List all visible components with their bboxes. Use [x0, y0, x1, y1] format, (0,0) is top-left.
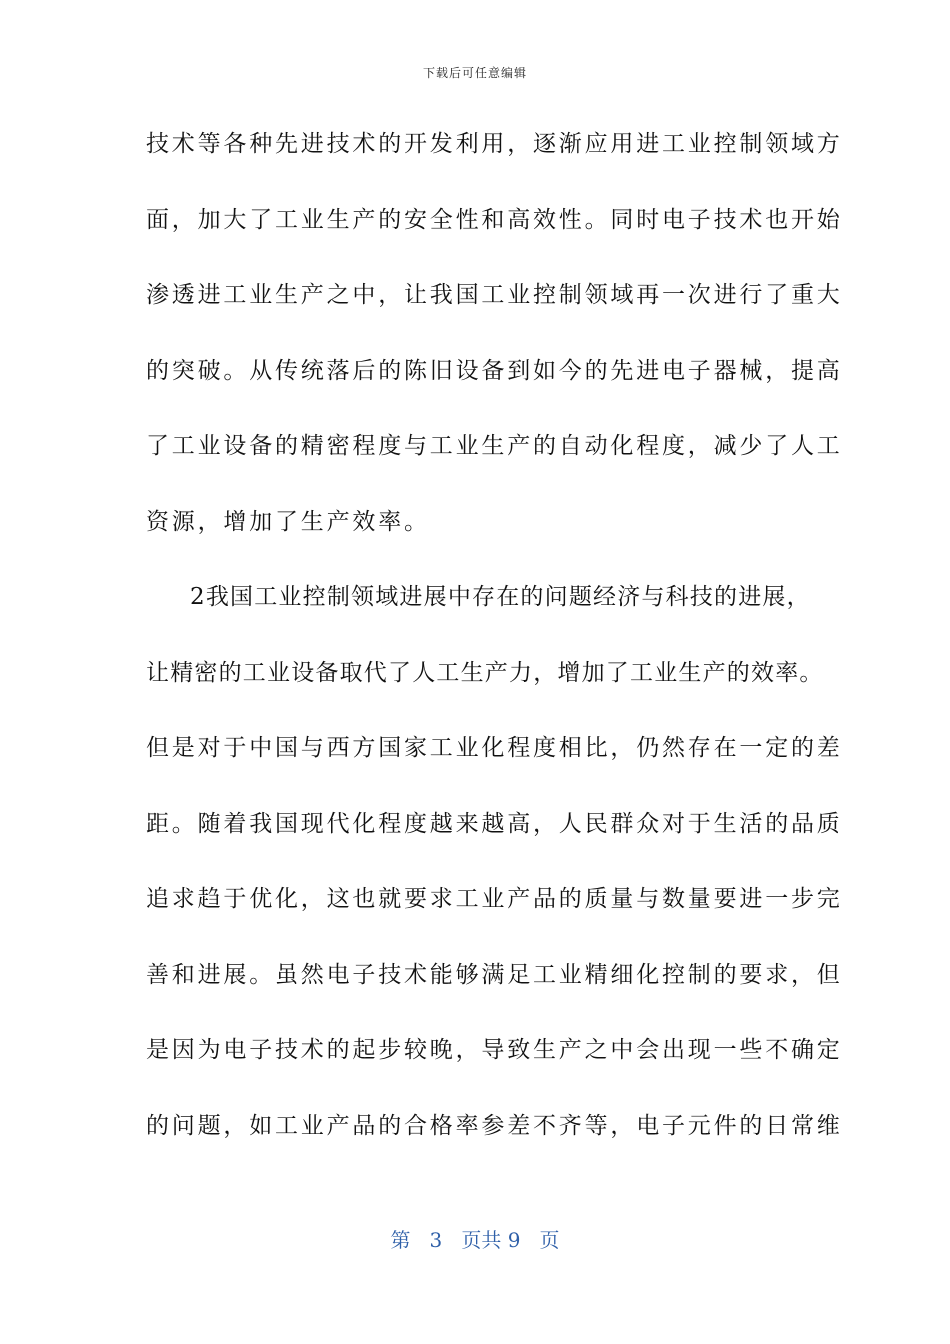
text-line: 技术等各种先进技术的开发利用，逐渐应用进工业控制领域方	[146, 131, 843, 157]
current-page-number: 3	[429, 1228, 443, 1252]
text-line: 距。随着我国现代化程度越来越高，人民群众对于生活的品质	[146, 810, 843, 837]
text-line: 但是对于中国与西方国家工业化程度相比，仍然存在一定的差	[146, 735, 843, 761]
text-line: 是因为电子技术的起步较晚，导致生产之中会出现一些不确定	[146, 1037, 843, 1063]
document-body	[146, 118, 843, 1175]
text-line: 让精密的工业设备取代了人工生产力，增加了工业生产的效率。	[146, 659, 824, 686]
page-header: 下载后可任意编辑	[422, 66, 527, 80]
total-page-number: 9	[507, 1228, 521, 1252]
footer-label-page: 第	[390, 1228, 411, 1252]
footer-label-of: 页共	[461, 1228, 502, 1252]
text-line: 追求趋于优化，这也就要求工业产品的质量与数量要进一步完	[146, 886, 843, 912]
footer-label-end: 页	[539, 1228, 560, 1252]
text-line: 资源，增加了生产效率。	[146, 508, 430, 535]
text-line: 面，加大了工业生产的安全性和高效性。同时电子技术也开始	[146, 206, 843, 233]
page-number-footer	[0, 1224, 950, 1253]
text-line: 渗透进工业生产之中，让我国工业控制领域再一次进行了重大	[146, 282, 843, 308]
text-line: 的突破。从传统落后的陈旧设备到如今的先进电子器械，提高	[146, 357, 843, 384]
text-line: 善和进展。虽然电子技术能够满足工业精细化控制的要求，但	[146, 961, 843, 988]
section-heading-line: 2我国工业控制领域进展中存在的问题经济与科技的进展，	[190, 584, 811, 610]
text-line: 了工业设备的精密程度与工业生产的自动化程度，减少了人工	[146, 433, 843, 459]
text-line: 的问题，如工业产品的合格率参差不齐等，电子元件的日常维	[146, 1112, 843, 1139]
